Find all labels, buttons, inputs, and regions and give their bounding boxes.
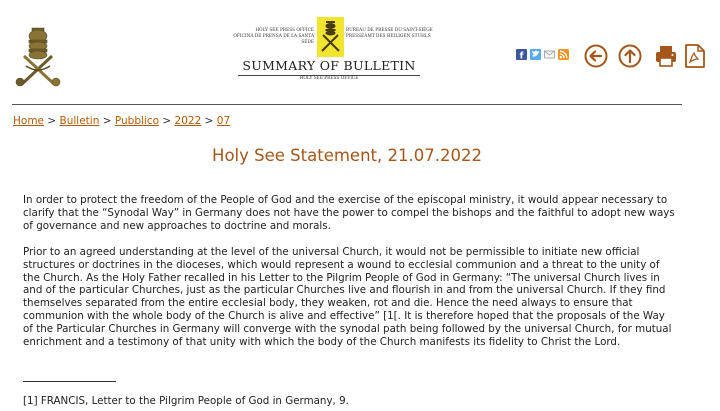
facebook-icon[interactable]: [516, 49, 527, 60]
breadcrumb-month[interactable]: 07: [216, 115, 231, 127]
breadcrumb-separator: >: [162, 115, 172, 127]
pdf-icon[interactable]: [684, 44, 706, 68]
back-icon[interactable]: [584, 44, 608, 68]
rss-icon[interactable]: [558, 49, 569, 60]
header-divider: [12, 104, 682, 105]
footnote-divider: [23, 381, 116, 382]
masthead[interactable]: [226, 14, 432, 84]
breadcrumb: [13, 115, 230, 127]
masthead-right-line1: BUREAU DE PRESSE DU SAINT-SIÈGE: [346, 28, 433, 33]
footnote: [1] FRANCIS, Letter to the Pilgrim People of God in Germany, 9.: [23, 395, 349, 407]
breadcrumb-separator: >: [102, 115, 112, 127]
breadcrumb-separator: >: [204, 115, 214, 127]
page-title: Holy See Statement, 21.07.2022: [212, 146, 482, 165]
breadcrumb-pubblico[interactable]: Pubblico: [114, 115, 160, 127]
breadcrumb-year[interactable]: 2022: [174, 115, 202, 127]
masthead-title: SUMMARY OF BULLETIN: [242, 58, 416, 73]
masthead-right-line2: PRESSEAMT DES HEILIGEN STUHLS: [346, 34, 431, 39]
masthead-left: [226, 28, 314, 46]
masthead-subtitle: HOLY SEE PRESS OFFICE: [299, 76, 359, 81]
press-office-logo-icon: [317, 17, 344, 57]
breadcrumb-home[interactable]: Home: [13, 115, 45, 127]
masthead-right: [346, 28, 436, 40]
breadcrumb-bulletin[interactable]: Bulletin: [59, 115, 100, 127]
masthead-left-line1: HOLY SEE PRESS OFFICE: [255, 28, 314, 33]
papal-emblem-icon[interactable]: [12, 26, 64, 88]
article-paragraph-2: Prior to an agreed understanding at the level of the universal Church, it would not be permissible to initiate new official structures or doctrines in the dioceses, which would represent a wound to ecclesial communion and a threat to the unity of the Church. As the Holy Father recalled in his Letter to the Pilgrim People of God in Germany: “The universal Church lives in and of the particular Churches, just as the particular Churches live and flourish in and from the universal Church. If they find themselves separated from the entire ecclesial body, they weaken, rot and die. Hence the need always to ensure that communion with the whole body of the Church is alive and effective” [1[. It is therefore hoped that the proposals of the Way of the Particular Churches in Germany will converge with the synodal path being followed by the universal Church, for mutual enrichment and a testimony of that unity with which the body of the Church manifests its fidelity to Christ the Lord.: [23, 246, 672, 348]
email-icon[interactable]: [544, 49, 555, 60]
svg-text:f: f: [519, 51, 524, 60]
print-icon[interactable]: [654, 44, 678, 68]
page-header: [0, 0, 720, 100]
breadcrumb-separator: >: [47, 115, 57, 127]
top-icon[interactable]: [618, 44, 642, 68]
masthead-left-line2: OFICINA DE PRENSA DE LA SANTA SEDE: [233, 34, 314, 45]
twitter-icon[interactable]: [530, 49, 541, 60]
article-paragraph-1: In order to protect the freedom of the People of God and the exercise of the episcopal ministry, it would appear necessary to clarify that the “Synodal Way” in Germany does not have the power to compel the bishops and the faithful to adopt new ways of governance and new approaches to doctrine and morals.: [23, 194, 675, 232]
